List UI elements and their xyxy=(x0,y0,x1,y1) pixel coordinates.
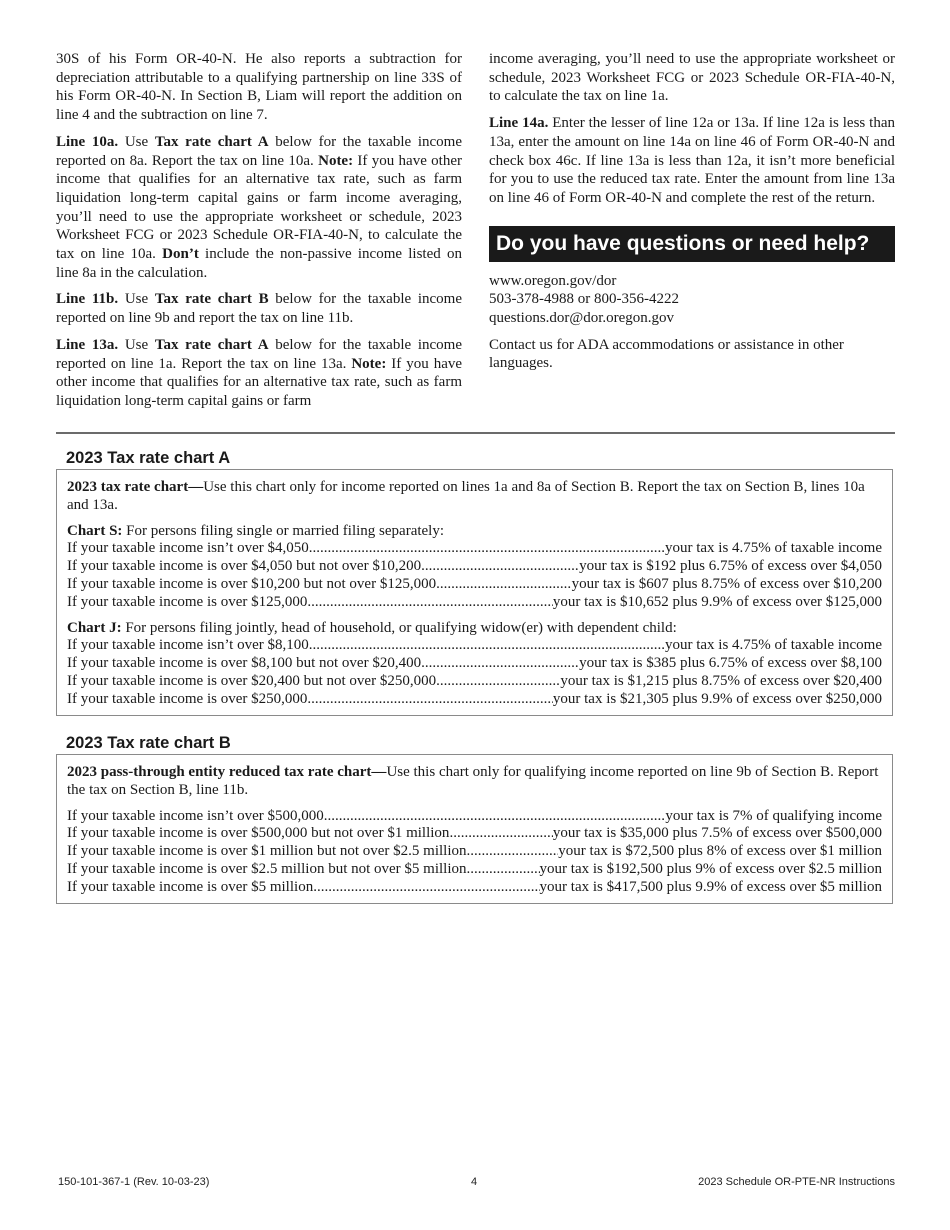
tax-bracket-row xyxy=(67,594,882,612)
bracket-condition: If your taxable income is over $250,000 xyxy=(67,690,308,707)
text-span: below for the taxable income reported on line 9b and report the tax on line 11b. xyxy=(56,291,463,327)
dot-leader xyxy=(309,637,665,655)
bracket-condition: If your taxable income is over $20,400 but not over $250,000 xyxy=(67,672,437,689)
note-label: Note: xyxy=(351,355,387,372)
section-divider xyxy=(56,432,895,434)
tax-bracket-row xyxy=(67,637,882,655)
text-span: Use xyxy=(118,133,155,150)
text-span: If you have other income that qualifies for an alternative tax rate, such as farm liquidation long-term capital gains or farm income averaging, you’ll need to use the appropriate worksheet or schedule, 2023 Worksheet FCG or 2023 Schedule OR-FIA-40-N, to calculate the tax on line 10a. xyxy=(56,152,462,263)
dot-leader xyxy=(467,843,559,861)
dot-leader xyxy=(421,655,579,673)
chart-b-box xyxy=(56,754,893,904)
tax-bracket-row xyxy=(67,861,882,879)
chart-b-title: 2023 Tax rate chart B xyxy=(66,734,231,752)
note-label: Note: xyxy=(318,152,354,169)
bracket-tax: your tax is $417,500 plus 9.9% of excess over $5 million xyxy=(539,878,882,895)
bracket-condition: If your taxable income is over $2.5 million but not over $5 million xyxy=(67,860,467,877)
bracket-tax: your tax is $10,652 plus 9.9% of excess over $125,000 xyxy=(552,593,882,610)
paragraph-line-13a xyxy=(56,336,462,411)
bracket-tax: your tax is $21,305 plus 9.9% of excess over $250,000 xyxy=(552,690,882,707)
line-14a-label: Line 14a. xyxy=(489,115,549,132)
dot-leader xyxy=(449,825,552,843)
document-title: 2023 Schedule OR-PTE-NR Instructions xyxy=(698,1176,895,1188)
paragraph-continuation: 30S of his Form OR-40-N. He also reports a subtraction for depreciation attributable to a qualifying partnership on line 33S of his Form OR-40-N. In Section B, Liam will report the addition on line 4 and the subtraction on line 7. xyxy=(56,51,462,124)
bracket-tax: your tax is $72,500 plus 8% of excess over $1 million xyxy=(558,843,882,860)
bracket-condition: If your taxable income is over $500,000 but not over $1 million xyxy=(67,825,450,842)
chart-b-reference: Tax rate chart B xyxy=(154,291,269,308)
chart-a-intro-heading: 2023 tax rate chart— xyxy=(67,479,204,495)
bracket-condition: If your taxable income is over $125,000 xyxy=(67,593,308,610)
tax-bracket-row xyxy=(67,843,882,861)
bracket-condition: If your taxable income isn’t over $500,000 xyxy=(67,807,324,824)
line-11b-label: Line 11b. xyxy=(56,291,119,308)
tax-bracket-row xyxy=(67,655,882,673)
chart-s-description: For persons filing single or married filing separately: xyxy=(122,522,445,539)
help-banner-title: Do you have questions or need help? xyxy=(489,226,895,262)
dont-label: Don’t xyxy=(162,246,199,263)
bracket-condition: If your taxable income is over $4,050 but not over $10,200 xyxy=(67,558,422,575)
dot-leader xyxy=(436,673,560,691)
dot-leader xyxy=(309,540,665,558)
left-column xyxy=(56,50,462,419)
tax-bracket-row xyxy=(67,540,882,558)
bracket-tax: your tax is $192,500 plus 9% of excess over $2.5 million xyxy=(539,860,882,877)
chart-s-group xyxy=(67,523,882,612)
chart-a-box xyxy=(56,469,893,716)
bracket-condition: If your taxable income is over $8,100 but not over $20,400 xyxy=(67,655,422,672)
bracket-tax: your tax is $607 plus 8.75% of excess over $10,200 xyxy=(571,575,882,592)
dot-leader xyxy=(307,594,553,612)
text-span: include the non-passive income listed on line 8a in the calculation. xyxy=(56,246,462,281)
chart-s-label: Chart S: xyxy=(67,522,123,539)
chart-b-group xyxy=(67,808,882,897)
chart-a-reference: Tax rate chart A xyxy=(154,336,269,353)
paragraph-line-10a xyxy=(56,133,462,283)
chart-a-reference: Tax rate chart A xyxy=(154,133,269,150)
text-span: Use xyxy=(118,291,155,308)
chart-b-intro-text: Use this chart only for qualifying income reported on line 9b of Section B. Report the tax on Section B, line 11b. xyxy=(67,764,879,798)
tax-bracket-row xyxy=(67,808,882,826)
tax-bracket-row xyxy=(67,558,882,576)
chart-j-heading xyxy=(67,620,882,638)
text-span: Enter the lesser of line 12a or 13a. If line 12a is less than 13a, enter the amount on line 14a on line 46 of Form OR-40-N and check box 46c. If line 13a is less than 12a, it isn’t more beneficial for you to use the reduced tax rate. Enter the amount from line 13a on line 46 of Form OR-40-N and complete the rest of the return. xyxy=(489,115,895,206)
bracket-tax: your tax is $192 plus 6.75% of excess over $4,050 xyxy=(579,558,882,575)
bracket-condition: If your taxable income isn’t over $4,050 xyxy=(67,540,309,557)
line-10a-label: Line 10a. xyxy=(56,133,119,150)
tax-bracket-row xyxy=(67,825,882,843)
tax-bracket-row xyxy=(67,691,882,709)
chart-j-description: For persons filing jointly, head of household, or qualifying widow(er) with dependent child: xyxy=(121,619,677,636)
chart-a-intro-text: Use this chart only for income reported on lines 1a and 8a of Section B. Report the tax on Section B, lines 10a and 13a. xyxy=(67,479,865,513)
chart-b-intro xyxy=(67,764,882,800)
bracket-tax: your tax is 4.75% of taxable income xyxy=(664,540,882,557)
ada-contact-note: Contact us for ADA accommodations or assistance in other languages. xyxy=(489,336,844,372)
phone-numbers: 503-378-4988 or 800-356-4222 xyxy=(489,291,679,308)
paragraph-line-11b xyxy=(56,290,462,327)
dot-leader xyxy=(324,808,666,826)
bracket-tax: your tax is $385 plus 6.75% of excess over $8,100 xyxy=(579,655,882,672)
dot-leader xyxy=(436,576,572,594)
bracket-tax: your tax is $1,215 plus 8.75% of excess over $20,400 xyxy=(560,672,882,689)
dot-leader xyxy=(467,861,540,879)
website-link[interactable]: www.oregon.gov/dor xyxy=(489,272,617,289)
tax-bracket-row xyxy=(67,673,882,691)
form-number: 150-101-367-1 (Rev. 10-03-23) xyxy=(58,1176,210,1188)
bracket-tax: your tax is 4.75% of taxable income xyxy=(664,637,882,654)
bracket-condition: If your taxable income isn’t over $8,100 xyxy=(67,637,309,654)
chart-j-label: Chart J: xyxy=(67,619,122,636)
line-13a-label: Line 13a. xyxy=(56,336,119,353)
text-span: If you have other income that qualifies for an alternative tax rate, such as farm liquidation long-term capital gains or farm xyxy=(56,355,463,409)
chart-j-group xyxy=(67,620,882,709)
chart-a-intro xyxy=(67,479,882,515)
chart-b-intro-heading: 2023 pass-through entity reduced tax rate chart— xyxy=(67,764,387,780)
text-span: below for the taxable income reported on line 1a. Report the tax on line 13a. xyxy=(56,336,462,372)
bracket-tax: your tax is 7% of qualifying income xyxy=(665,807,882,824)
dot-leader xyxy=(313,879,539,897)
email-link[interactable]: questions.dor@dor.oregon.gov xyxy=(489,310,675,327)
bracket-condition: If your taxable income is over $5 million xyxy=(67,878,314,895)
dot-leader xyxy=(421,558,579,576)
chart-s-heading xyxy=(67,523,882,541)
chart-a-title: 2023 Tax rate chart A xyxy=(66,449,231,467)
right-column xyxy=(489,50,895,381)
tax-bracket-row xyxy=(67,879,882,897)
paragraph-continuation: income averaging, you’ll need to use the appropriate worksheet or schedule, 2023 Worksheet FCG or 2023 Schedule OR-FIA-40-N, to calculate the tax on line 1a. xyxy=(489,51,895,105)
tax-bracket-row xyxy=(67,576,882,594)
bracket-condition: If your taxable income is over $1 million but not over $2.5 million xyxy=(67,843,467,860)
text-span: Use xyxy=(118,336,155,353)
dot-leader xyxy=(307,691,553,709)
text-span: below for the taxable income reported on 8a. Report the tax on line 10a. xyxy=(56,133,462,169)
bracket-tax: your tax is $35,000 plus 7.5% of excess over $500,000 xyxy=(552,825,882,842)
bracket-condition: If your taxable income is over $10,200 but not over $125,000 xyxy=(67,575,437,592)
page-number: 4 xyxy=(471,1176,478,1188)
paragraph-line-14a xyxy=(489,114,895,208)
